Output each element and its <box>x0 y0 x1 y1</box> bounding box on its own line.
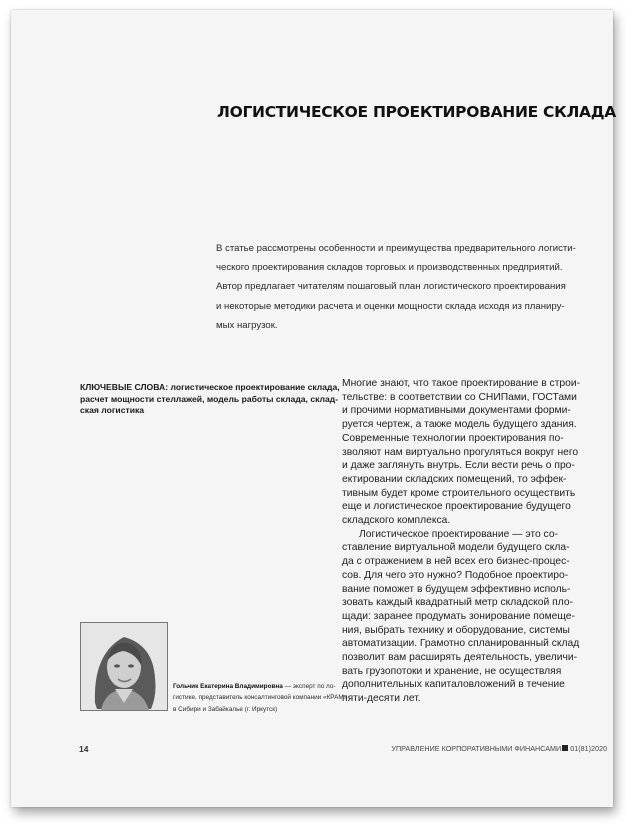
square-bullet-icon <box>562 745 568 751</box>
body-line: зовать каждый квадратный метр складской пло- <box>342 597 573 609</box>
body-line: тивным будет кроме строительного осуществить <box>342 487 576 499</box>
keywords-line: расчет мощности стеллажей, модель работы склада, склад- <box>80 393 339 404</box>
author-portrait-image <box>81 623 167 710</box>
body-line: щади: заранее продумать зонирование помеще- <box>342 610 575 622</box>
author-line: в Сибири и Забайкалье (г. Иркутск) <box>173 705 278 713</box>
body-line: сов. Для чего это нужно? Подобное проектиро- <box>342 569 569 581</box>
body-line: руется чертеж, а также модель будущего здания. <box>342 419 577 431</box>
body-line: дополнительных капиталовложений в течение <box>342 679 565 691</box>
body-line: ния, выбрать технику и оборудование, системы <box>342 624 570 636</box>
body-line: и даже заглянуть внутрь. Если вести речь о про- <box>342 460 575 472</box>
body-line: ектировании складских помещений, то эффек- <box>342 473 567 485</box>
body-line: зволяют нам виртуально прогуляться вокруг него <box>342 446 579 458</box>
abstract-line: Автор предлагает читателям пошаговый план логистического проектирования <box>216 281 566 293</box>
abstract-line: и некоторые методики расчета и оценки мощности склада исходя из планиру- <box>216 300 565 312</box>
issue-number: 01(81)2020 <box>570 744 607 753</box>
body-line: позволит вам расширять деятельность, увеличи- <box>342 652 578 664</box>
body-line: да с отражением в ней всех его бизнес-процес- <box>342 556 570 568</box>
author-info <box>173 681 348 715</box>
body-line: складского комплекса. <box>342 515 451 527</box>
magazine-page <box>11 10 616 807</box>
body-line: Современные технологии проектирования по- <box>342 432 564 444</box>
abstract-line: В статье рассмотрены особенности и преимущества предварительного логисти- <box>216 243 576 254</box>
journal-name: УПРАВЛЕНИЕ КОРПОРАТИВНЫМИ ФИНАНСАМИ <box>391 744 562 753</box>
body-line: вать грузопотоки и хранение, не осуществляя <box>342 665 562 677</box>
keywords-block <box>80 382 340 417</box>
article-abstract <box>216 239 596 335</box>
body-line: Многие знают, что такое проектирование в строи- <box>342 378 581 389</box>
abstract-line: ческого проектирования складов торговых и производственных предприятий. <box>216 262 563 274</box>
keywords-line: ская логистика <box>80 405 145 415</box>
author-line <box>173 681 341 692</box>
body-line: ставление виртуальной модели будущего скла- <box>342 542 570 554</box>
body-line: еще и логистическое проектирование будущего <box>342 501 571 513</box>
article-title: ЛОГИСТИЧЕСКОЕ ПРОЕКТИРОВАНИЕ СКЛАДА <box>217 103 616 121</box>
body-line: вание поможет в будущем эффективно исполь- <box>342 583 571 595</box>
author-line: гистике, представитель консалтинговой компании «КРАМ» <box>173 694 348 702</box>
page-number: 14 <box>79 744 89 754</box>
keywords-line: КЛЮЧЕВЫЕ СЛОВА: логистическое проектирование склада, <box>80 382 340 392</box>
author-photo <box>80 622 168 711</box>
body-line: Логистическое проектирование — это со- <box>359 528 558 540</box>
running-footer <box>387 744 607 753</box>
body-line: тельстве: в соответствии со СНИПами, ГОСТами <box>342 391 577 403</box>
author-name: Гольчик Екатерина Владимировна <box>173 683 283 690</box>
abstract-line: мых нагрузок. <box>216 319 278 331</box>
author-bio: — эксперт по ло- <box>282 683 336 690</box>
body-line: автоматизации. Грамотно спланированный склад <box>342 638 580 650</box>
body-line: пяти-десяти лет. <box>342 693 421 705</box>
article-body <box>342 377 607 706</box>
body-line: и прочими нормативными документами форми- <box>342 405 571 417</box>
